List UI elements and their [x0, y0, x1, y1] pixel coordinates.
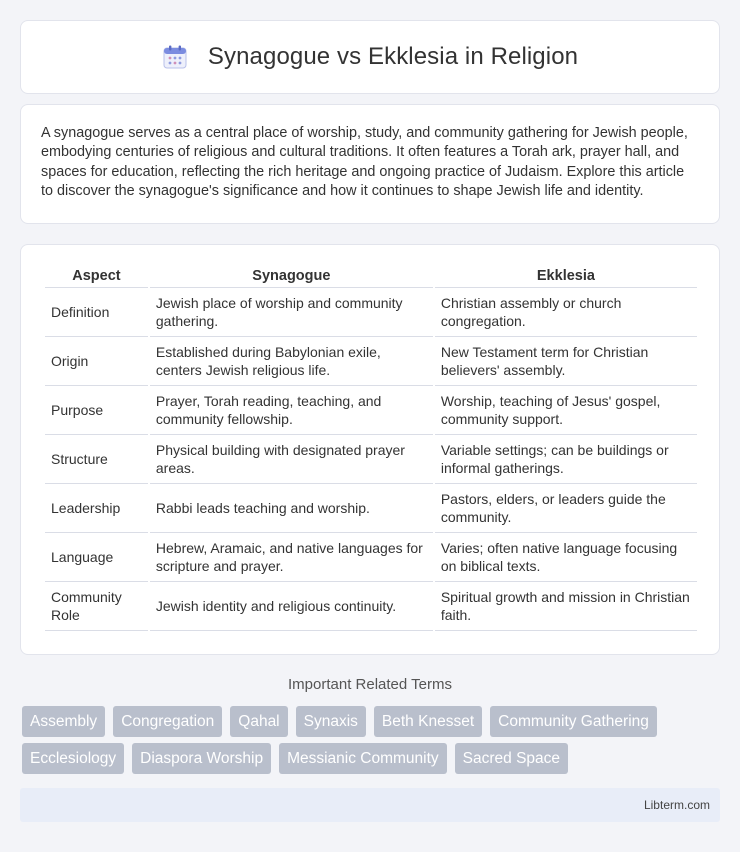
aspect-cell: Community Role — [45, 582, 148, 631]
synagogue-cell: Jewish identity and religious continuity. — [150, 582, 433, 631]
title-card — [20, 20, 720, 94]
calendar-icon — [162, 44, 188, 70]
synagogue-cell: Rabbi leads teaching and worship. — [150, 484, 433, 533]
ekklesia-cell: Christian assembly or church congregation. — [435, 288, 697, 337]
table-row — [45, 484, 697, 533]
tag-qahal[interactable]: Qahal — [230, 706, 287, 737]
intro-paragraph: A synagogue serves as a central place of worship, study, and community gathering for Jewish people, embodying centuries of religious and cultural traditions. It often features a Torah ark, prayer hall, and spaces for education, reflecting the rich heritage and ongoing practice of Judaism. Explore this article to discover the synagogue's significance and how it continues to shape Jewish life and identity. — [41, 125, 688, 200]
page-title: Synagogue vs Ekklesia in Religion — [207, 43, 579, 70]
ekklesia-cell: New Testament term for Christian believers' assembly. — [435, 337, 697, 386]
table-row — [45, 337, 697, 386]
synagogue-cell: Physical building with designated prayer areas. — [150, 435, 433, 484]
tag-diaspora-worship[interactable]: Diaspora Worship — [132, 743, 271, 774]
related-terms-heading: Important Related Terms — [288, 676, 452, 693]
related-terms-list — [22, 706, 722, 780]
aspect-cell: Definition — [45, 288, 148, 337]
synagogue-cell: Established during Babylonian exile, centers Jewish religious life. — [150, 337, 433, 386]
tag-community-gathering[interactable]: Community Gathering — [490, 706, 657, 737]
tag-messianic-community[interactable]: Messianic Community — [279, 743, 447, 774]
table-row — [45, 288, 697, 337]
footer-brand-link[interactable]: Libterm.com — [643, 798, 710, 812]
aspect-cell: Language — [45, 533, 148, 582]
synagogue-cell: Hebrew, Aramaic, and native languages for scripture and prayer. — [150, 533, 433, 582]
aspect-cell: Origin — [45, 337, 148, 386]
comparison-table — [43, 265, 699, 631]
footer — [20, 788, 720, 822]
aspect-cell: Purpose — [45, 386, 148, 435]
table-row — [45, 386, 697, 435]
ekklesia-cell: Varies; often native language focusing on biblical texts. — [435, 533, 697, 582]
comparison-card — [20, 244, 720, 655]
synagogue-cell: Prayer, Torah reading, teaching, and community fellowship. — [150, 386, 433, 435]
tag-synaxis[interactable]: Synaxis — [296, 706, 366, 737]
table-row — [45, 533, 697, 582]
ekklesia-cell: Spiritual growth and mission in Christian faith. — [435, 582, 697, 631]
ekklesia-cell: Worship, teaching of Jesus' gospel, community support. — [435, 386, 697, 435]
column-header-aspect: Aspect — [45, 265, 148, 288]
column-header-synagogue: Synagogue — [150, 265, 433, 288]
tag-beth-knesset[interactable]: Beth Knesset — [374, 706, 482, 737]
table-row — [45, 435, 697, 484]
ekklesia-cell: Pastors, elders, or leaders guide the community. — [435, 484, 697, 533]
tag-ecclesiology[interactable]: Ecclesiology — [22, 743, 124, 774]
ekklesia-cell: Variable settings; can be buildings or informal gatherings. — [435, 435, 697, 484]
column-header-ekklesia: Ekklesia — [435, 265, 697, 288]
synagogue-cell: Jewish place of worship and community gathering. — [150, 288, 433, 337]
aspect-cell: Structure — [45, 435, 148, 484]
intro-card — [20, 104, 720, 224]
aspect-cell: Leadership — [45, 484, 148, 533]
table-row — [45, 582, 697, 631]
tag-congregation[interactable]: Congregation — [113, 706, 222, 737]
tag-sacred-space[interactable]: Sacred Space — [455, 743, 568, 774]
table-header-row — [45, 265, 697, 288]
tag-assembly[interactable]: Assembly — [22, 706, 105, 737]
